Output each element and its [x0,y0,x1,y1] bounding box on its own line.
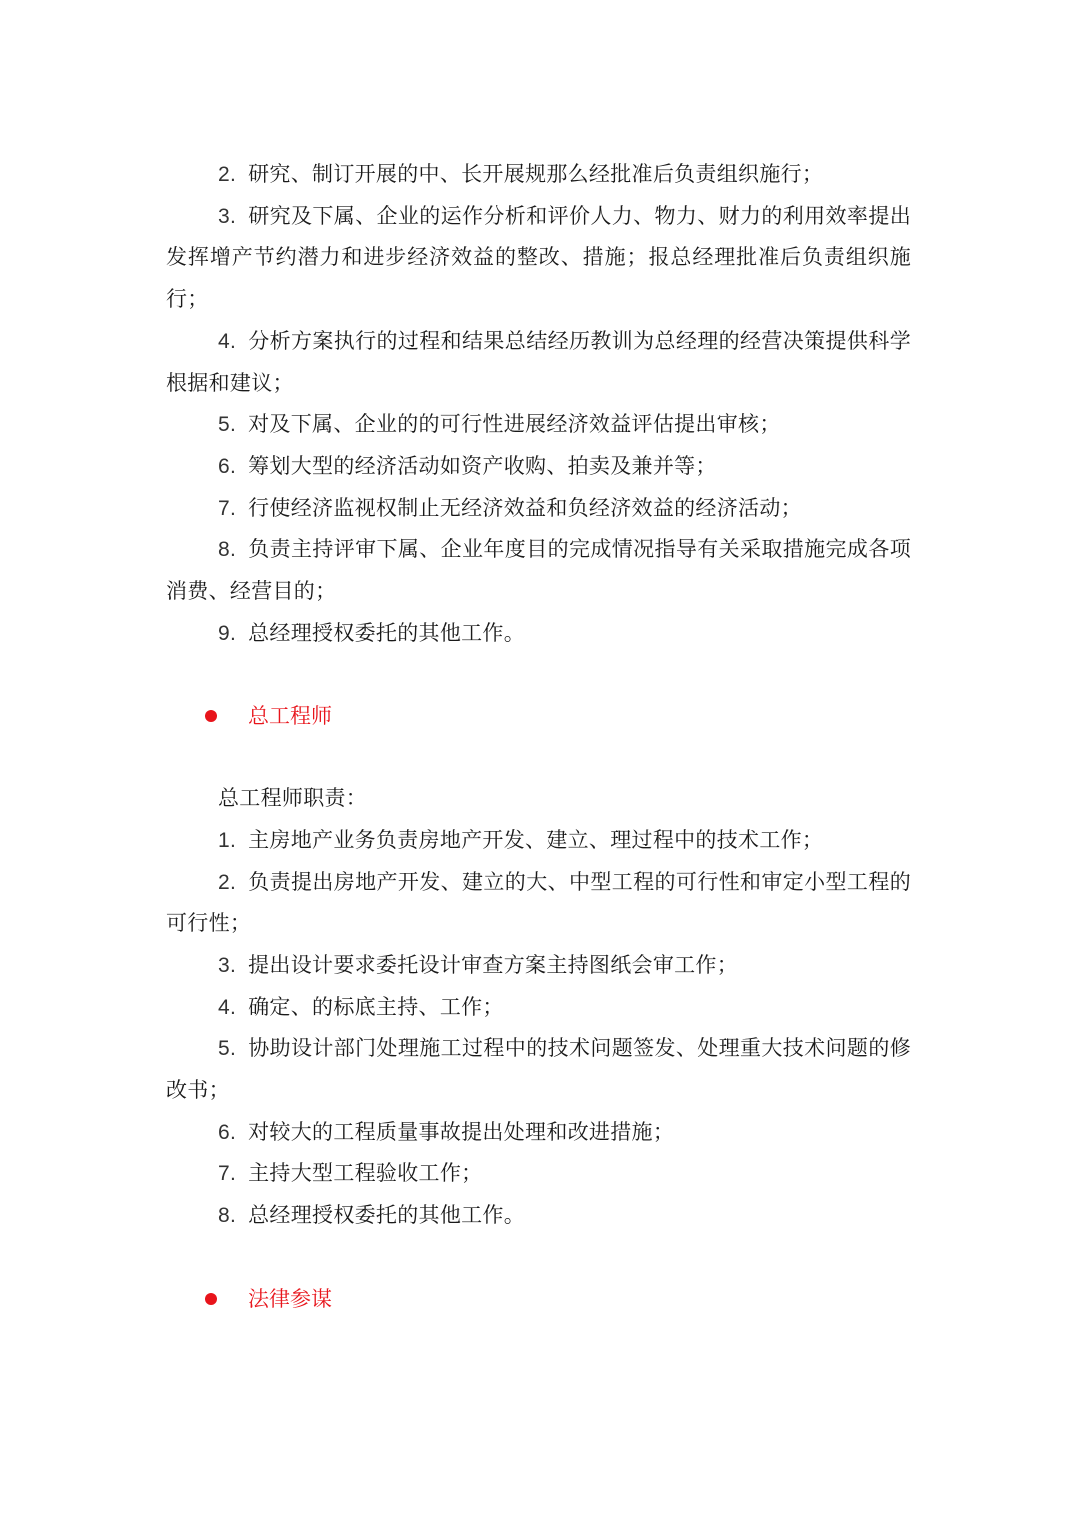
list-item: 2. 负责提出房地产开发、建立的大、中型工程的可行性和审定小型工程的可行性； [166,869,911,936]
list-item: 7. 主持大型工程验收工作； [218,1161,483,1186]
section-heading-chief-engineer: 总工程师 [166,696,911,738]
list-item: 5. 对及下属、企业的的可行性进展经济效益评估提出审核； [218,412,781,437]
section-intro: 总工程师职责： [218,786,368,811]
section-heading-legal-advisor: 法律参谋 [166,1279,911,1321]
list-item: 2. 研究、制订开展的中、长开展规那么经批准后负责组织施行； [218,162,824,186]
list-item: 3. 提出设计要求委托设计审查方案主持图纸会审工作； [218,952,739,977]
spacer [166,654,911,696]
document-body [166,154,911,1321]
list-item: 7. 行使经济监视权制止无经济效益和负经济效益的经济活动； [218,495,802,520]
red-dot-icon [205,710,217,722]
list-item: 4. 分析方案执行的过程和结果总结经历教训为总经理的经营决策提供科学根据和建议； [166,328,911,395]
list-item: 8. 负责主持评审下属、企业年度目的完成情况指导有关采取措施完成各项消费、经营目的； [166,537,911,604]
list-item: 3. 研究及下属、企业的运作分析和评价人力、物力、财力的利用效率提出发挥增产节约潜力和进步经济效益的整改、措施；报总经理批准后负责组织施行； [166,203,911,312]
red-dot-icon [205,1293,217,1305]
list-item: 8. 总经理授权委托的其他工作。 [218,1203,526,1228]
list-item: 9. 总经理授权委托的其他工作。 [218,620,526,645]
list-item: 4. 确定、的标底主持、工作； [218,994,504,1019]
spacer [166,738,911,778]
list-item: 6. 筹划大型的经济活动如资产收购、拍卖及兼并等； [218,453,717,478]
spacer [166,1237,911,1279]
list-item: 6. 对较大的工程质量事故提出处理和改进措施； [218,1119,675,1144]
list-item: 5. 协助设计部门处理施工过程中的技术问题签发、处理重大技术问题的修改书； [166,1036,911,1103]
list-item: 1. 主房地产业务负责房地产开发、建立、理过程中的技术工作； [218,827,824,852]
